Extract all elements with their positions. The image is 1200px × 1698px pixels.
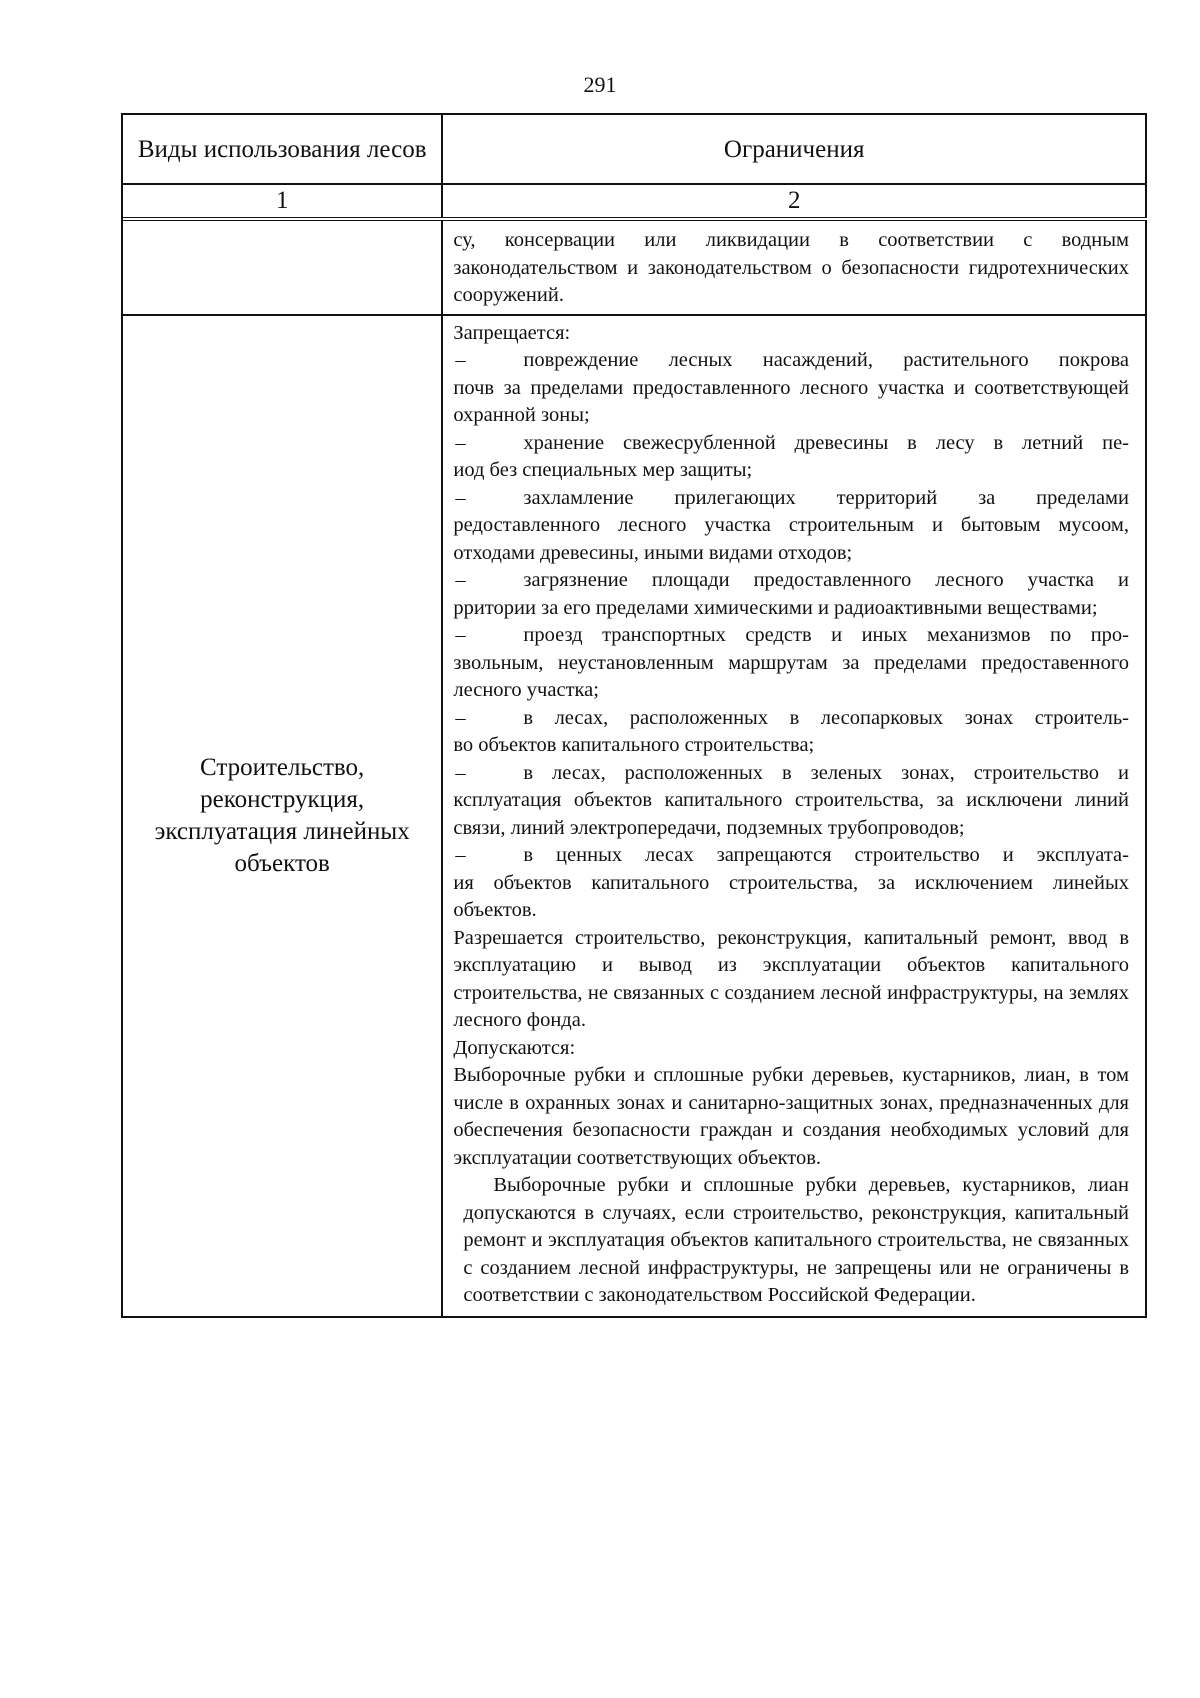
header-restrictions: Ограничения bbox=[443, 115, 1147, 183]
list-item bbox=[453, 430, 1129, 485]
prohibited-title: Запрещается: bbox=[453, 321, 571, 344]
list-item-first-line: захламление прилегающих территорий за пределами bbox=[523, 486, 1129, 509]
list-item-first-line: в лесах, расположенных в зеленых зонах, строительство и bbox=[523, 761, 1129, 784]
list-item-continuation: редоставленного лесного участка строительным и бытовым мусоом, отходами древесины, иными видами отходов; bbox=[453, 514, 1129, 564]
list-item-continuation: иод без специальных мер защиты; bbox=[453, 459, 753, 481]
column-number-row bbox=[123, 185, 1147, 221]
dash-marker: – bbox=[455, 431, 466, 454]
dash-marker: – bbox=[455, 761, 466, 784]
list-item-continuation: рритории за его пределами химическими и радиоактивными веществами; bbox=[453, 596, 1098, 619]
list-item-continuation: во объектов капитального строительства; bbox=[453, 734, 815, 756]
column-number-2: 2 bbox=[443, 185, 1147, 217]
list-item-first-line: повреждение лесных насаждений, растительного покрова bbox=[523, 349, 1129, 371]
dash-marker: – bbox=[455, 486, 466, 509]
list-item-first-line: хранение свежесрубленной древесины в лесу в летний пе- bbox=[523, 431, 1129, 454]
list-item bbox=[453, 760, 1129, 843]
page-number: 291 bbox=[583, 72, 617, 97]
restriction-continuation-text: су, консервации или ликвидации в соответствии с водным законодательством и законодательством о безопасности гидротехнических сооружений. bbox=[443, 221, 1147, 314]
restrictions-cell bbox=[443, 316, 1147, 1316]
header-forest-use: Виды использования лесов bbox=[123, 115, 443, 183]
list-item-continuation: звольным, неустановленным маршрутам за пределами предоставенного лесного участка; bbox=[453, 651, 1129, 701]
list-item bbox=[453, 842, 1129, 925]
list-item bbox=[453, 347, 1129, 430]
list-item bbox=[453, 622, 1129, 705]
permitted-title: Допускаются: bbox=[453, 1036, 576, 1059]
column-number-1: 1 bbox=[123, 185, 443, 217]
final-paragraph: Выборочные рубки и сплошные рубки деревьев, кустарников, лиан допускаются в случаях, если строительство, реконструкция, капитальный ремонт и эксплуатация объектов капитального строительства, не связанных с созданием лесной инфраструктуры, не запрещены или не ограничены в соответствии с законодательством Российской Федерации. bbox=[463, 1174, 1129, 1306]
list-item bbox=[453, 705, 1129, 760]
list-item bbox=[453, 485, 1129, 568]
dash-marker: – bbox=[455, 569, 466, 591]
list-item-first-line: в лесах, расположенных в лесопарковых зонах строитель- bbox=[523, 706, 1129, 729]
table-row bbox=[123, 221, 1147, 316]
dash-marker: – bbox=[455, 844, 466, 866]
list-item-continuation: почв за пределами предоставленного лесного участка и соответствующей охранной зоны; bbox=[453, 376, 1129, 426]
list-item-first-line: загрязнение площади предоставленного лесного участка и bbox=[523, 569, 1129, 591]
list-item-first-line: проезд транспортных средств и иных механизмов по про- bbox=[523, 624, 1129, 646]
dash-marker: – bbox=[455, 706, 466, 729]
dash-marker: – bbox=[455, 349, 466, 371]
permitted-paragraph: Выборочные рубки и сплошные рубки деревьев, кустарников, лиан, в том числе в охранных зонах и санитарно-защитных зонах, предназначенных для обеспечения безопасности граждан и создания необходимых условий для эксплуатации соответствующих объектов. bbox=[453, 1064, 1129, 1169]
dash-marker: – bbox=[455, 624, 466, 646]
restrictions-table bbox=[121, 113, 1147, 1318]
forest-use-linear-objects: Строительство, реконструкция, эксплуатация линейных объектов bbox=[123, 316, 443, 1316]
list-item-continuation: ия объектов капитального строительства, за исключением линейых объектов. bbox=[453, 871, 1129, 921]
prohibited-list bbox=[453, 347, 1129, 925]
list-item-continuation: ксплуатация объектов капитального строительства, за исключени линий связи, линий электропередачи, подземных трубопроводов; bbox=[453, 789, 1129, 839]
table-row bbox=[123, 316, 1147, 1318]
list-item bbox=[453, 567, 1129, 622]
allowed-paragraph: Разрешается строительство, реконструкция, капитальный ремонт, ввод в эксплуатацию и вывод из эксплуатации объектов капитального строительства, не связанных с созданием лесной инфраструктуры, на землях лесного фонда. bbox=[453, 926, 1129, 1031]
list-item-first-line: в ценных лесах запрещаются строительство и эксплуата- bbox=[523, 844, 1129, 866]
forest-use-cell bbox=[123, 221, 443, 314]
table-header-row bbox=[123, 115, 1147, 185]
